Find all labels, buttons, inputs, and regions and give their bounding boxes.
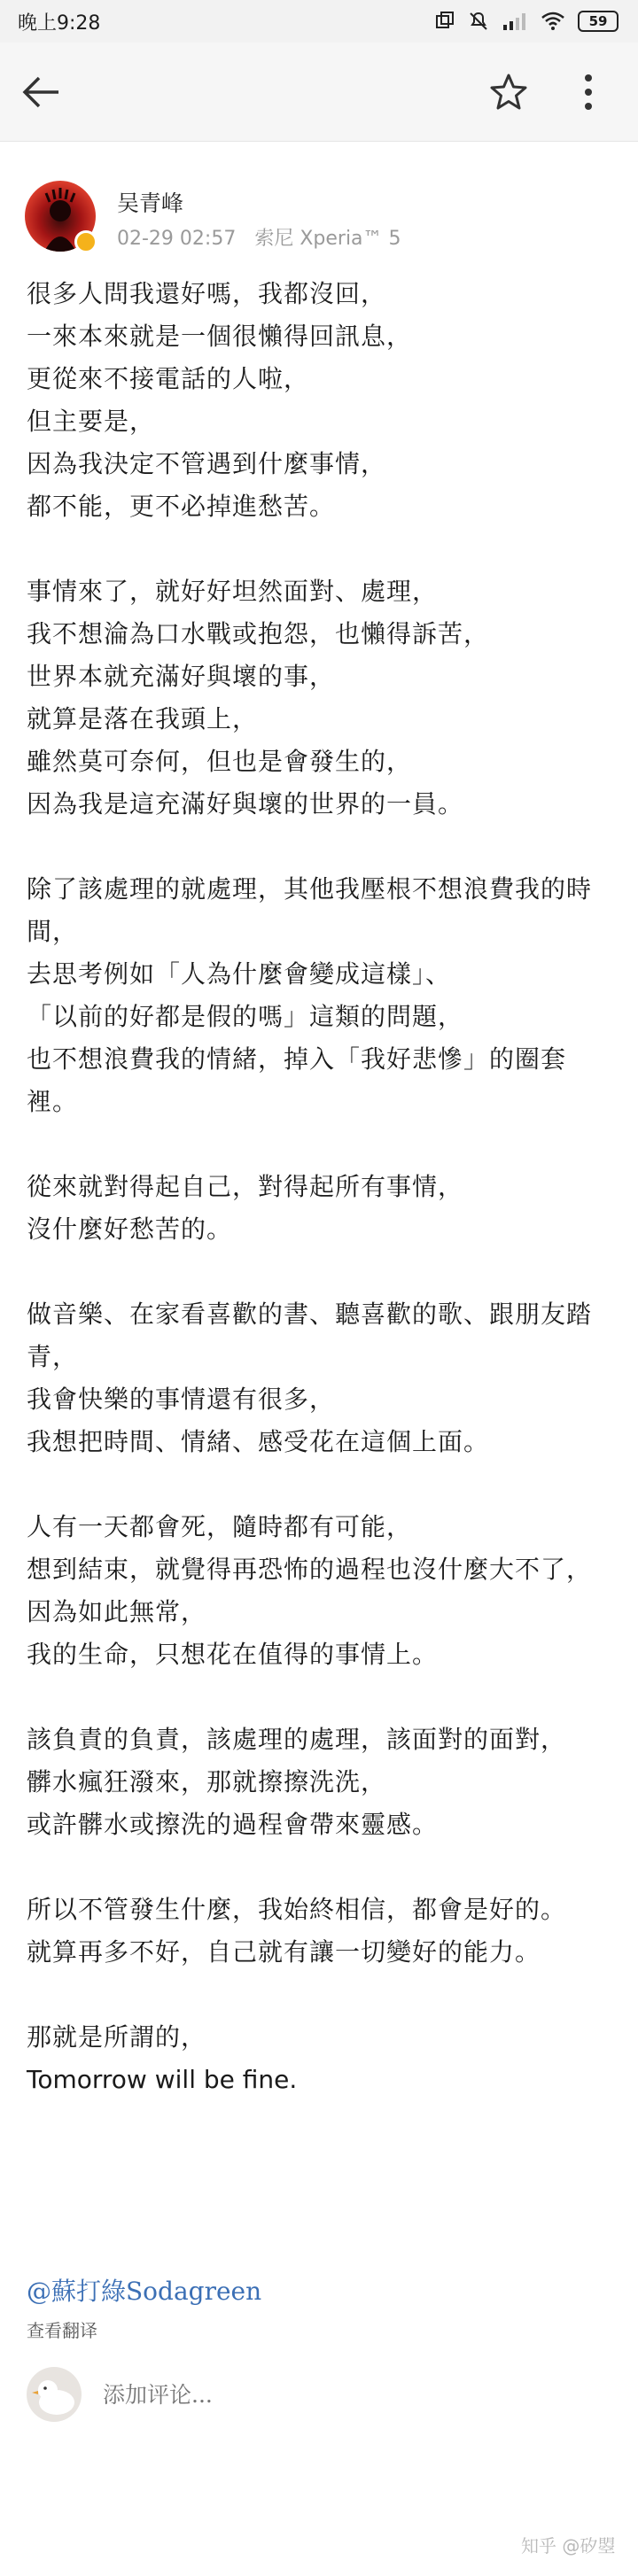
author-header xyxy=(25,181,592,260)
post-line: 一來本來就是一個很懶得回訊息， xyxy=(27,322,413,351)
post-paragraph xyxy=(27,273,611,528)
status-icons xyxy=(434,11,619,32)
post-line: 髒水瘋狂潑來，那就擦擦洗洗， xyxy=(27,1767,387,1796)
translate-link[interactable]: 查看翻译 xyxy=(27,2320,97,2341)
post-line: 我的生命，只想花在值得的事情上。 xyxy=(27,1640,439,1669)
mention-link[interactable]: @蘇打綠Sodagreen xyxy=(27,2277,262,2306)
arrow-left-icon xyxy=(21,74,60,110)
post-line: 去思考例如「人為什麼會變成這樣」、 xyxy=(27,959,452,989)
post-line: 世界本就充滿好與壞的事， xyxy=(27,662,336,691)
app-bar xyxy=(0,43,638,142)
comment-bar xyxy=(27,2363,611,2425)
post-card xyxy=(0,142,638,2576)
post-line: 我不想淪為口水戰或抱怨，也懶得訴苦， xyxy=(27,619,490,648)
post-paragraph xyxy=(27,1889,611,1974)
post-line: 雖然莫可奈何，但也是會發生的， xyxy=(27,747,413,776)
post-line: 但主要是， xyxy=(27,407,156,436)
more-vertical-icon xyxy=(578,69,599,115)
post-line: 所以不管發生什麼，我始終相信，都會是好的。 xyxy=(27,1895,567,1924)
post-paragraph xyxy=(27,1719,611,1846)
post-paragraph xyxy=(27,1166,611,1251)
post-line: Tomorrow will be fine. xyxy=(27,2065,298,2094)
post-line: 那就是所謂的， xyxy=(27,2022,207,2052)
post-line: 我會快樂的事情還有很多， xyxy=(27,1385,336,1414)
status-time: 晚上9:28 xyxy=(18,12,101,35)
post-line: 想到結束，就覺得再恐怖的過程也沒什麼大不了， xyxy=(27,1555,593,1584)
verified-badge xyxy=(74,230,97,253)
comment-input[interactable] xyxy=(103,2382,369,2408)
author-name[interactable]: 吴青峰 xyxy=(117,190,184,216)
mute-icon xyxy=(468,11,489,32)
post-line: 就算再多不好，自己就有讓一切變好的能力。 xyxy=(27,1937,541,1967)
duck-avatar-icon xyxy=(27,2367,82,2422)
post-paragraph xyxy=(27,2016,611,2101)
post-paragraph xyxy=(27,1506,611,1676)
post-paragraph xyxy=(27,868,611,1123)
post-line: 該負責的負責，該處理的處理，該面對的面對， xyxy=(27,1725,567,1754)
post-line: 我想把時間、情緒、感受花在這個上面。 xyxy=(27,1427,490,1456)
watermark: 知乎 @矽曌 xyxy=(521,2535,616,2557)
post-meta xyxy=(117,223,414,251)
post-time: 02-29 02:57 xyxy=(117,228,237,250)
post-line: 都不能，更不必掉進愁苦。 xyxy=(27,492,336,521)
post-line: 除了該處理的就處理，其他我壓根不想浪費我的時間， xyxy=(27,874,593,946)
post-line: 因為我決定不管遇到什麼事情， xyxy=(27,449,387,478)
back-button[interactable] xyxy=(21,73,67,112)
user-avatar xyxy=(27,2367,82,2422)
post-line: 很多人問我還好嗎，我都沒回， xyxy=(27,279,387,308)
status-bar xyxy=(0,0,638,43)
more-options-button[interactable] xyxy=(578,69,599,115)
post-body xyxy=(27,273,611,2144)
post-line: 就算是落在我頭上， xyxy=(27,704,259,733)
post-line: 更從來不接電話的人啦， xyxy=(27,364,310,393)
post-line: 或許髒水或擦洗的過程會帶來靈感。 xyxy=(27,1810,439,1839)
screen-copy-icon xyxy=(434,11,455,32)
post-line: 做音樂、在家看喜歡的書、聽喜歡的歌、跟朋友踏青， xyxy=(27,1300,593,1371)
post-line: 因為我是這充滿好與壞的世界的一員。 xyxy=(27,789,464,819)
signal-icon xyxy=(502,11,528,32)
post-paragraph xyxy=(27,1293,611,1463)
post-device: 索尼 Xperia™ 5 xyxy=(254,228,401,250)
battery-indicator: 59 xyxy=(578,11,619,32)
post-line: 沒什麼好愁苦的。 xyxy=(27,1214,233,1244)
post-line: 「以前的好都是假的嗎」這類的問題， xyxy=(27,1002,464,1031)
post-line: 從來就對得起自己，對得起所有事情， xyxy=(27,1172,464,1201)
post-paragraph xyxy=(27,570,611,826)
post-line: 人有一天都會死，隨時都有可能， xyxy=(27,1512,413,1541)
post-line: 也不想浪費我的情緒，掉入「我好悲慘」的圈套裡。 xyxy=(27,1044,567,1116)
post-line: 因為如此無常， xyxy=(27,1597,207,1626)
wifi-icon xyxy=(541,11,565,32)
favorite-button[interactable] xyxy=(487,71,530,113)
star-outline-icon xyxy=(487,71,530,113)
post-line: 事情來了，就好好坦然面對、處理， xyxy=(27,577,439,606)
